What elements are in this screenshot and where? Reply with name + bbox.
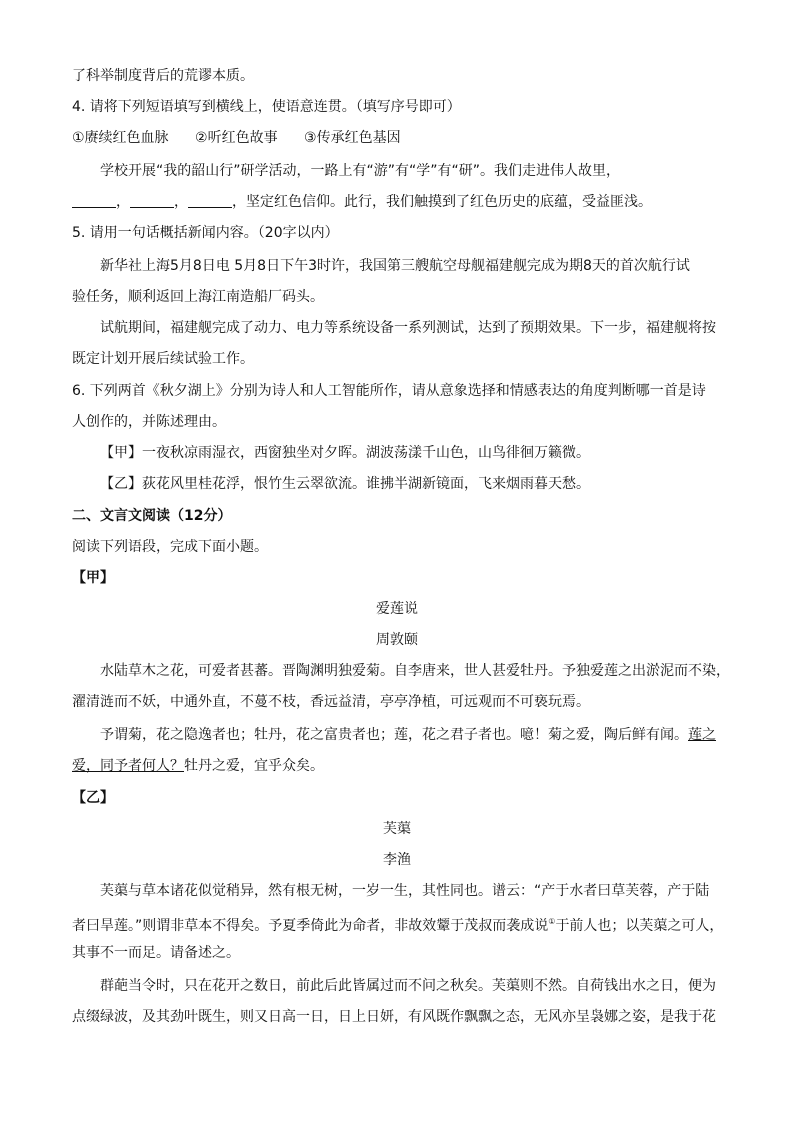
passage-title: 爱莲说 bbox=[376, 601, 418, 617]
question-6: 6. 下列两首《秋夕湖上》分别为诗人和人工智能所作，请从意象选择和情感表达的角度判断哪一首是诗 bbox=[72, 383, 706, 399]
passage-text: ，坚定红色信仰。此行，我们触摸到了红色历史的底蕴，受益匪浅。 bbox=[232, 194, 652, 210]
passage-text bbox=[72, 756, 324, 776]
text-line: 了科举制度背后的荒谬本质。 bbox=[72, 68, 254, 84]
news-text: 试航期间，福建舰完成了动力、电力等系统设备一系列测试，达到了预期效果。下一步，福建舰将按 bbox=[100, 320, 716, 336]
footnote-marker[interactable]: ① bbox=[548, 917, 556, 926]
question-4-options bbox=[72, 128, 401, 148]
passage-text: 点缀绿波，及其劲叶既生，则又日高一日，日上日妍，有风既作飘飘之态，无风亦呈袅娜之姿，是我于花 bbox=[72, 1009, 716, 1025]
underlined-sentence: 莲之 bbox=[688, 727, 716, 743]
section-heading: 二、文言文阅读（12分） bbox=[72, 508, 232, 524]
passage-author: 周敦颐 bbox=[376, 632, 418, 648]
passage-text-span: 者曰旱莲。”则谓非草本不得矣。予夏季倚此为命者，非故效颦于茂叔而袭成说 bbox=[72, 918, 549, 934]
option-1: ①赓续红色血脉 bbox=[72, 130, 169, 146]
question-5: 5. 请用一句话概括新闻内容。（20字以内） bbox=[72, 225, 339, 241]
poem-yi: 【乙】荻花风里桂花浮，恨竹生云翠欲流。谁拂半湖新镜面，飞来烟雨暮天愁。 bbox=[100, 476, 590, 492]
question-4-passage: 学校开展“我的韶山行”研学活动，一路上有“游”有“学”有“研”。我们走进伟人故里， bbox=[100, 163, 621, 179]
question-4-blanks-line bbox=[72, 192, 652, 212]
question-6: 人创作的，并陈述理由。 bbox=[72, 414, 226, 430]
passage-text bbox=[100, 725, 716, 745]
passage-label-jia: 【甲】 bbox=[72, 570, 114, 586]
section-intro: 阅读下列语段，完成下面小题。 bbox=[72, 539, 268, 555]
answer-blank[interactable] bbox=[72, 193, 116, 208]
passage-text: 水陆草木之花，可爱者甚蕃。晋陶渊明独爱菊。自李唐来，世人甚爱牡丹。予独爱莲之出淤泥而不染， bbox=[100, 663, 730, 679]
option-3: ③传承红色基因 bbox=[304, 130, 401, 146]
answer-blank[interactable] bbox=[188, 193, 232, 208]
underlined-sentence: 爱，同予者何人？ bbox=[72, 758, 184, 774]
passage-title: 芙蕖 bbox=[383, 821, 411, 837]
passage-label-yi: 【乙】 bbox=[72, 790, 114, 806]
passage-text: 芙蕖与草本诸花似觉稍异，然有根无树，一岁一生，其性同也。谱云：“产于水者曰草芙蓉，产于陆 bbox=[100, 883, 710, 899]
question-4: 4. 请将下列短语填写到横线上，使语意连贯。（填写序号即可） bbox=[72, 99, 461, 115]
passage-text: 濯清涟而不妖，中通外直，不蔓不枝，香远益清，亭亭净植，可远观而不可亵玩焉。 bbox=[72, 694, 590, 710]
passage-text: 其事不一而足。请备述之。 bbox=[72, 945, 240, 961]
passage-text-span: 予谓菊，花之隐逸者也；牡丹，花之富贵者也；莲，花之君子者也。噫！菊之爱，陶后鲜有闻。 bbox=[100, 727, 688, 743]
news-text: 新华社上海5月8日电 5月8日下午3时许，我国第三艘航空母舰福建舰完成为期8天的首次航行试 bbox=[100, 258, 690, 274]
poem-jia: 【甲】一夜秋凉雨湿衣，西窗独坐对夕晖。湖波荡漾千山色，山鸟徘徊万籁微。 bbox=[100, 445, 590, 461]
passage-author: 李渔 bbox=[383, 852, 411, 868]
answer-blank[interactable] bbox=[130, 193, 174, 208]
passage-text-span: 于前人也；以芙蕖之可人， bbox=[555, 918, 724, 934]
passage-text: 群葩当令时，只在花开之数日，前此后此皆属过而不问之秋矣。芙蕖则不然。自荷钱出水之日，便为 bbox=[100, 978, 716, 994]
option-2: ②听红色故事 bbox=[195, 130, 278, 146]
passage-text-span: 牡丹之爱，宜乎众矣。 bbox=[184, 758, 324, 774]
news-text: 既定计划开展后续试验工作。 bbox=[72, 351, 254, 367]
news-text: 验任务，顺利返回上海江南造船厂码头。 bbox=[72, 289, 324, 305]
passage-text bbox=[72, 912, 723, 932]
comma: ， bbox=[116, 194, 130, 210]
comma: ， bbox=[174, 194, 188, 210]
